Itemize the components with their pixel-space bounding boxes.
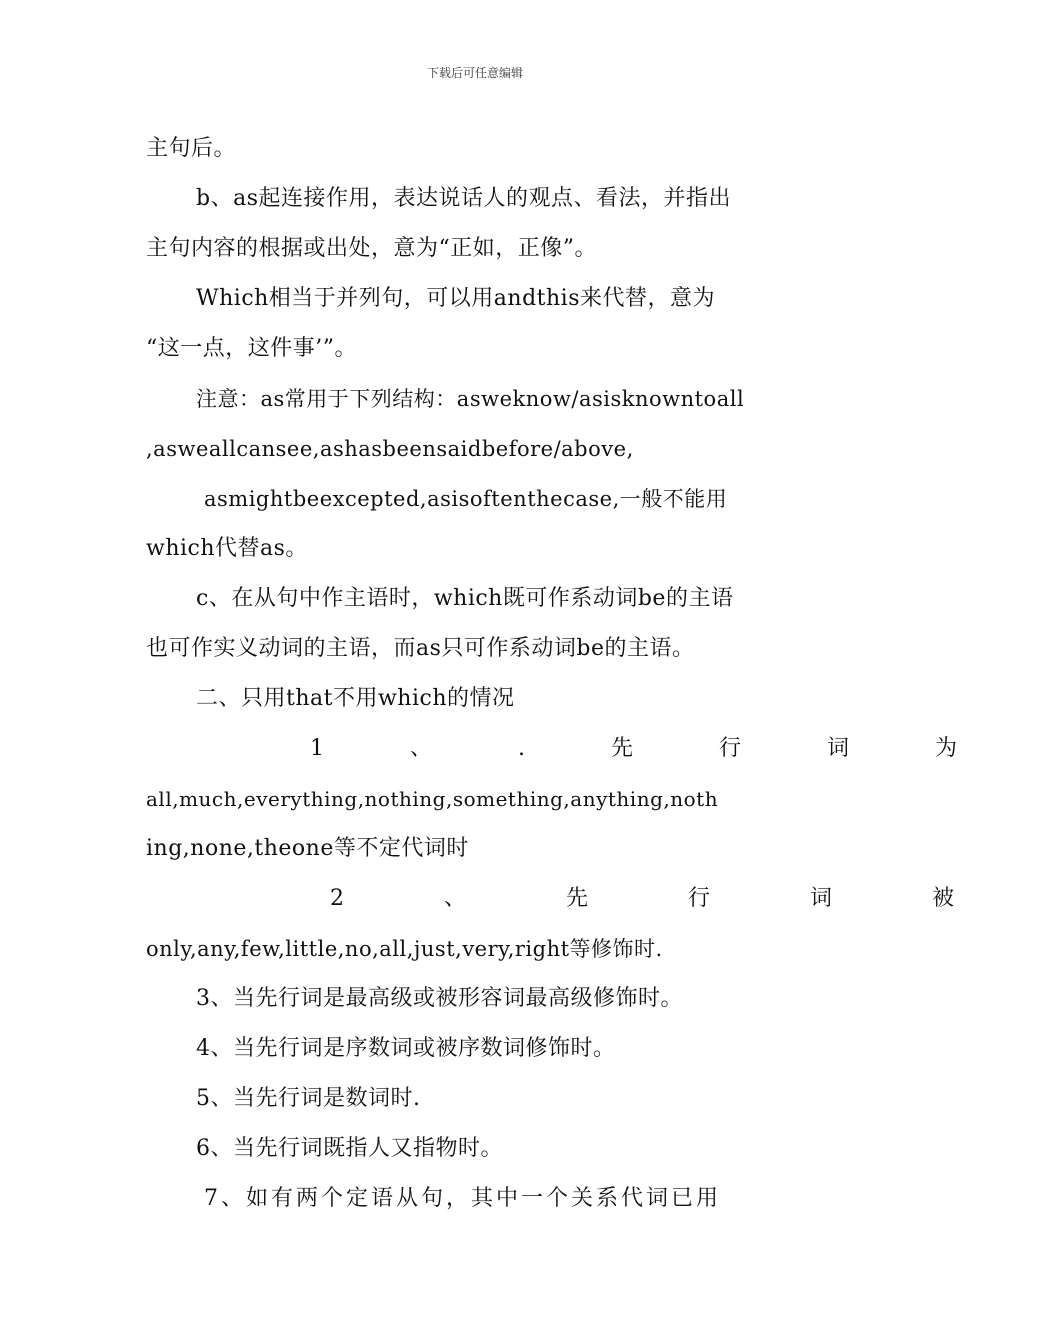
- text-line: 2、先行词被: [330, 886, 1054, 911]
- text-line: 也可作实义动词的主语，而as只可作系动词be的主语。: [146, 636, 695, 661]
- text-line: 主句内容的根据或出处，意为“正如，正像”。: [146, 236, 597, 261]
- text-line: “这一点，这件事’”。: [146, 336, 357, 361]
- text-line: 3、当先行词是最高级或被形容词最高级修饰时。: [196, 986, 683, 1011]
- text-line: ing,none,theone等不定代词时: [146, 836, 469, 861]
- text-line: only,any,few,little,no,all,just,very,right等修饰时.: [146, 937, 663, 961]
- text-line: 6、当先行词既指人又指物时。: [196, 1136, 503, 1161]
- text-line: 4、当先行词是序数词或被序数词修饰时。: [196, 1036, 616, 1061]
- page-header: 下载后可任意编辑: [426, 66, 523, 80]
- text-line: ,asweallcansee,ashasbeensaidbefore/above,: [146, 437, 634, 461]
- text-line: 二、只用that不用which的情况: [196, 686, 515, 711]
- text-line: 主句后。: [146, 136, 237, 161]
- text-line: asmightbeexcepted,asisoftenthecase,一般不能用: [204, 487, 728, 511]
- text-line: Which相当于并列句，可以用andthis来代替，意为: [196, 286, 716, 311]
- text-line: c、在从句中作主语时，which既可作系动词be的主语: [196, 586, 734, 611]
- text-line: 1、.先行词为: [310, 736, 1043, 761]
- text-line: b、as起连接作用，表达说话人的观点、看法，并指出: [196, 186, 731, 211]
- text-line: all,much,everything,nothing,something,anything,noth: [146, 787, 719, 811]
- text-line: 7、如有两个定语从句，其中一个关系代词已用: [204, 1186, 721, 1211]
- text-line: which代替as。: [146, 536, 308, 561]
- text-line: 注意：as常用于下列结构：asweknow/asisknowntoall: [196, 387, 745, 411]
- text-line: 5、当先行词是数词时.: [196, 1086, 421, 1111]
